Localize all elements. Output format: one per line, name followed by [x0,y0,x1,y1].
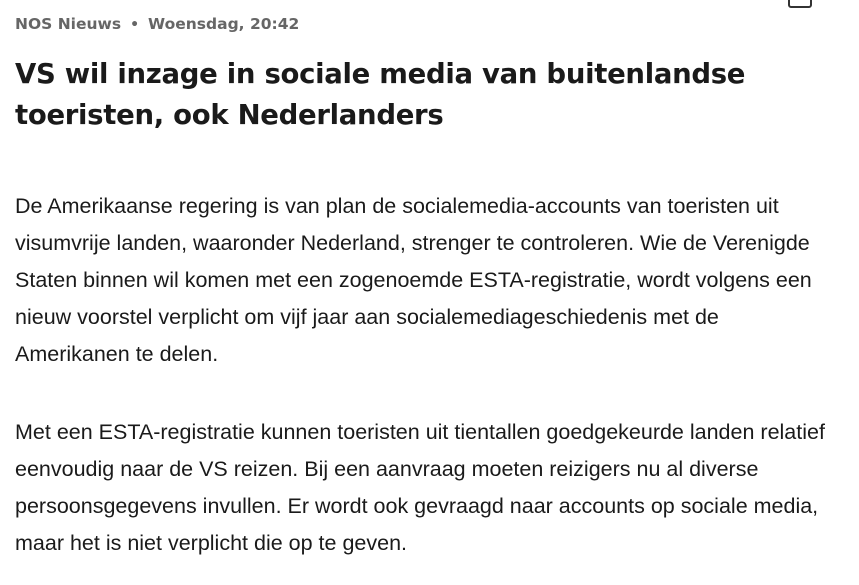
article-title: VS wil inzage in sociale media van buitenlandse toeristen, ook Nederlanders [15,58,746,131]
bookmark-icon[interactable] [788,0,812,8]
article-meta [15,14,299,35]
meta-separator: • [130,17,140,33]
article-paragraph-1: De Amerikaanse regering is van plan de socialemedia-accounts van toeristen uit visumvrije landen, waaronder Nederland, strenger te controleren. Wie de Verenigde Staten binnen wil komen met een zogenoemde ESTA-registratie, wordt volgens een nieuw voorstel verplicht om vijf jaar aan socialemediageschiedenis met de Amerikanen te delen. [15,194,812,366]
timestamp: Woensdag, 20:42 [148,15,300,33]
source-label: NOS Nieuws [15,15,122,33]
article-paragraph-2: Met een ESTA-registratie kunnen toeristen uit tientallen goedgekeurde landen relatief eenvoudig naar de VS reizen. Bij een aanvraag moeten reizigers nu al diverse persoonsgegevens invullen. Er wordt ook gevraagd naar accounts op sociale media, maar het is niet verplicht die op te geven. [15,420,825,555]
